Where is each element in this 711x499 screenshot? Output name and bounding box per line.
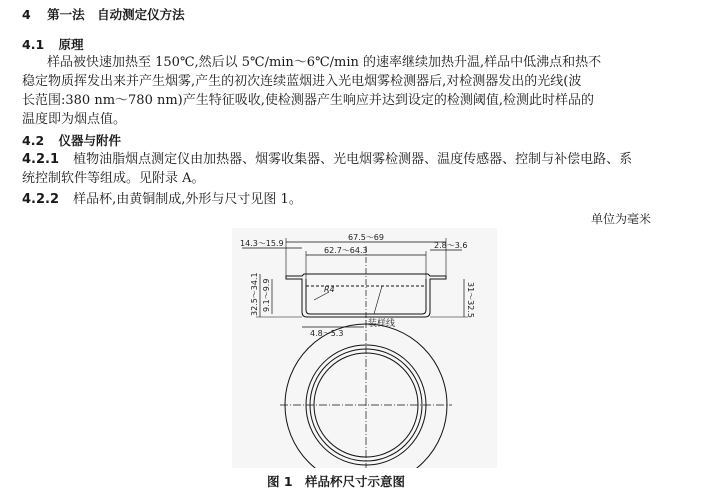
section-title: 原理 xyxy=(58,37,84,52)
figure-caption: 图 1 样品杯尺寸示意图 xyxy=(267,474,406,489)
dim-label-flange-left: 14.3～15.9 xyxy=(240,239,284,248)
sample-cup-drawing xyxy=(232,228,497,468)
section-title: 仪器与附件 xyxy=(58,133,122,148)
dim-label-inner-width: 62.7～64.3 xyxy=(324,246,368,255)
section-4-2-heading xyxy=(22,133,121,149)
unit-note: 单位为毫米 xyxy=(591,212,652,226)
section-number: 4 xyxy=(22,7,31,22)
paragraph-line: 长范围:380 nm～780 nm)产生特征吸收,使检测器产生响应并达到设定的检测阈值,检测此时样品的 xyxy=(22,93,595,108)
section-number: 4.2.2 xyxy=(22,192,60,207)
section-title: 第一法 自动测定仪方法 xyxy=(47,7,185,22)
sample-cup-figure xyxy=(232,228,497,468)
dim-label-flange-right: 2.8～3.6 xyxy=(434,241,468,250)
section-4-2-2 xyxy=(22,192,302,208)
paragraph-line: 植物油脂烟点测定仪由加热器、烟雾收集器、光电烟雾检测器、温度传感器、控制与补偿电路、系 xyxy=(73,152,633,167)
paragraph-line: 统控制软件等组成。见附录 A。 xyxy=(22,171,205,186)
dim-label-bottom-width: 4.8～5.3 xyxy=(310,329,344,338)
section-4-2-1 xyxy=(22,152,632,168)
dim-label-cup-height: 9.1～9.9 xyxy=(262,278,271,312)
section-number: 4.2 xyxy=(22,133,45,148)
paragraph-line: 样品被快速加热至 150℃,然后以 5℃/min～6℃/min 的速率继续加热升温,样品中低沸点和热不 xyxy=(47,55,602,70)
paragraph-line: 样品杯,由黄铜制成,外形与尺寸见图 1。 xyxy=(73,192,302,207)
section-4-1-heading xyxy=(22,37,84,53)
dim-label-radius: R4 xyxy=(324,285,335,294)
dim-label-total-height: 32.5～34.1 xyxy=(250,272,259,316)
paragraph-line: 稳定物质挥发出来并产生烟雾,产生的初次连续蓝烟进入光电烟雾检测器后,对检测器发出的光线(波 xyxy=(22,74,582,89)
fill-line-label: 装样线 xyxy=(368,319,396,329)
paragraph-line: 温度即为烟点值。 xyxy=(22,112,127,127)
section-number: 4.2.1 xyxy=(22,152,60,167)
section-4-heading xyxy=(22,7,185,23)
dim-label-outer-width: 67.5～69 xyxy=(348,233,384,242)
dim-label-right-height: 31～32.5 xyxy=(466,282,475,318)
section-number: 4.1 xyxy=(22,37,45,52)
